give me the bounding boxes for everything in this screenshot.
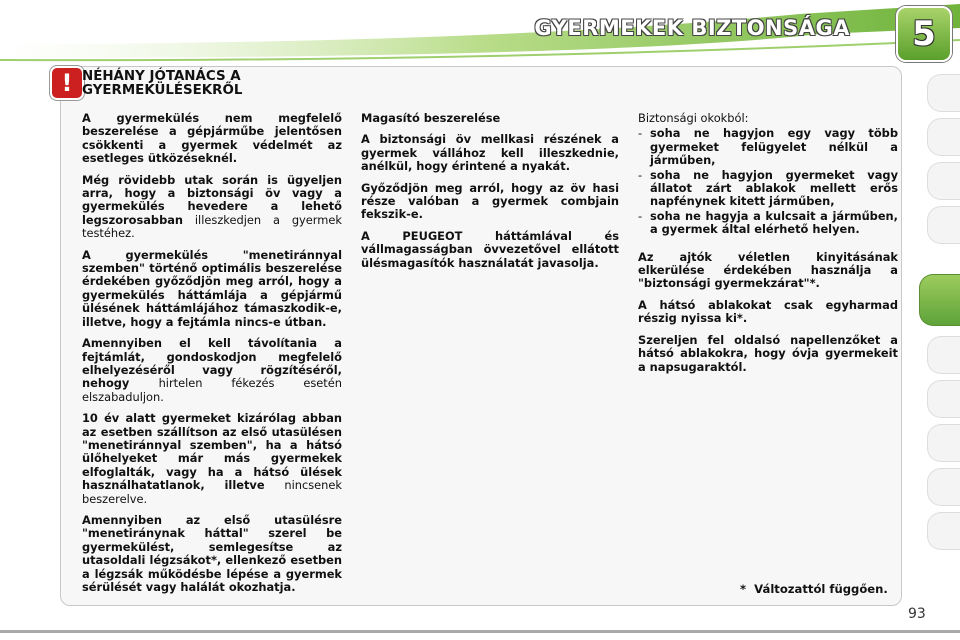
column-left: [82, 112, 342, 602]
paragraph: Amennyiben el kell távolítania a fejtámlát, gondoskodjon megfelelő elhelyezéséről vagy rögzítéséről, nehogy hirtelen fékezés esetén elszabaduljon.: [82, 336, 342, 404]
safety-list: [638, 127, 898, 236]
side-tab-active[interactable]: [919, 274, 960, 326]
page-number: 93: [908, 606, 926, 622]
list-item: - soha ne hagyja a kulcsait a járműben, a gyermek által elérhető helyen.: [638, 210, 898, 237]
side-tab-strip: [920, 64, 960, 624]
footnote: * Változattól függően.: [740, 582, 888, 596]
paragraph: Győződjön meg arról, hogy az öv hasi része valóban a gyermek combjain fekszik-e.: [361, 180, 619, 222]
header-title: GYERMEKEK BIZTONSÁGA: [534, 16, 850, 40]
side-tab[interactable]: [927, 162, 960, 200]
paragraph: 10 év alatt gyermeket kizárólag abban az esetben szállítson az első utasülésen "menetiránnyal szemben", ha a hátsó ülőhelyeket már más gyermekek elfoglalták, vagy ha a hátsó ülések használhatatlanok, illetve nincsenek beszerelve.: [82, 411, 342, 506]
section-title: NÉHÁNY JÓTANÁCS A GYERMEKÜLÉSEKRŐL: [82, 69, 243, 98]
side-tab[interactable]: [927, 512, 960, 550]
paragraph: A biztonsági öv mellkasi részének a gyermek vállához kell illeszkednie, anélkül, hogy érintené a nyakát.: [361, 132, 619, 174]
chapter-badge: 5: [896, 6, 952, 62]
side-tab[interactable]: [927, 336, 960, 374]
header-band: [0, 0, 960, 64]
paragraph: Az ajtók véletlen kinyitásának elkerülése érdekében használja a "biztonsági gyermekzárat"*.: [638, 249, 898, 291]
column-middle: [361, 112, 619, 278]
paragraph: Még rövidebb utak során is ügyeljen arra, hogy a biztonsági öv vagy a gyermekülés hevedere a lehető legszorosabban illeszkedjen a gyermek testéhez.: [82, 172, 342, 241]
column-right: [638, 112, 898, 382]
side-tab[interactable]: [927, 424, 960, 462]
list-item: - soha ne hagyjon gyermeket vagy állatot zárt ablakok mellett erős napfénynek kitett járműben,: [638, 169, 898, 209]
paragraph: A gyermekülés "menetiránnyal szemben" történő optimális beszerelése érdekében győződjön meg arról, hogy a gyermekülés háttámlája a gépjármű ülésének háttámlájához támaszkodik-e, illetve, hogy a fejtámla nincs-e útban.: [82, 247, 342, 329]
side-tab[interactable]: [927, 380, 960, 418]
paragraph: A gyermekülés nem megfelelő beszerelése a gépjárműbe jelentősen csökkenti a gyermek védelmét az esetleges ütközéseknél.: [82, 111, 342, 166]
bottom-divider: [0, 630, 960, 633]
side-tab[interactable]: [927, 74, 960, 112]
paragraph: Amennyiben az első utasülésre "menetiránynak háttal" szerel be gyermekülést, semlegesítse az utasoldali légzsákot*, ellenkező esetben a légzsák működésbe lépése a gyermek sérülését vagy halálát okozhatja.: [82, 512, 342, 594]
paragraph: A PEUGEOT háttámlával és vállmagasságban övvezetővel ellátott ülésmagasítók használatát javasolja.: [361, 228, 619, 270]
subsection-heading: Magasító beszerelése: [361, 111, 501, 125]
list-item: - soha ne hagyjon egy vagy több gyermeket felügyelet nélkül a járműben,: [638, 127, 898, 167]
warning-icon: !: [52, 68, 82, 98]
side-tab[interactable]: [927, 118, 960, 156]
side-tab[interactable]: [927, 468, 960, 506]
paragraph: A hátsó ablakokat csak egyharmad részig nyissa ki*.: [638, 297, 898, 326]
side-tab[interactable]: [927, 206, 960, 244]
paragraph: Szereljen fel oldalsó napellenzőket a hátsó ablakokra, hogy óvja gyermekeit a napsugaraktól.: [638, 332, 898, 374]
intro-text: Biztonsági okokból:: [638, 111, 749, 125]
